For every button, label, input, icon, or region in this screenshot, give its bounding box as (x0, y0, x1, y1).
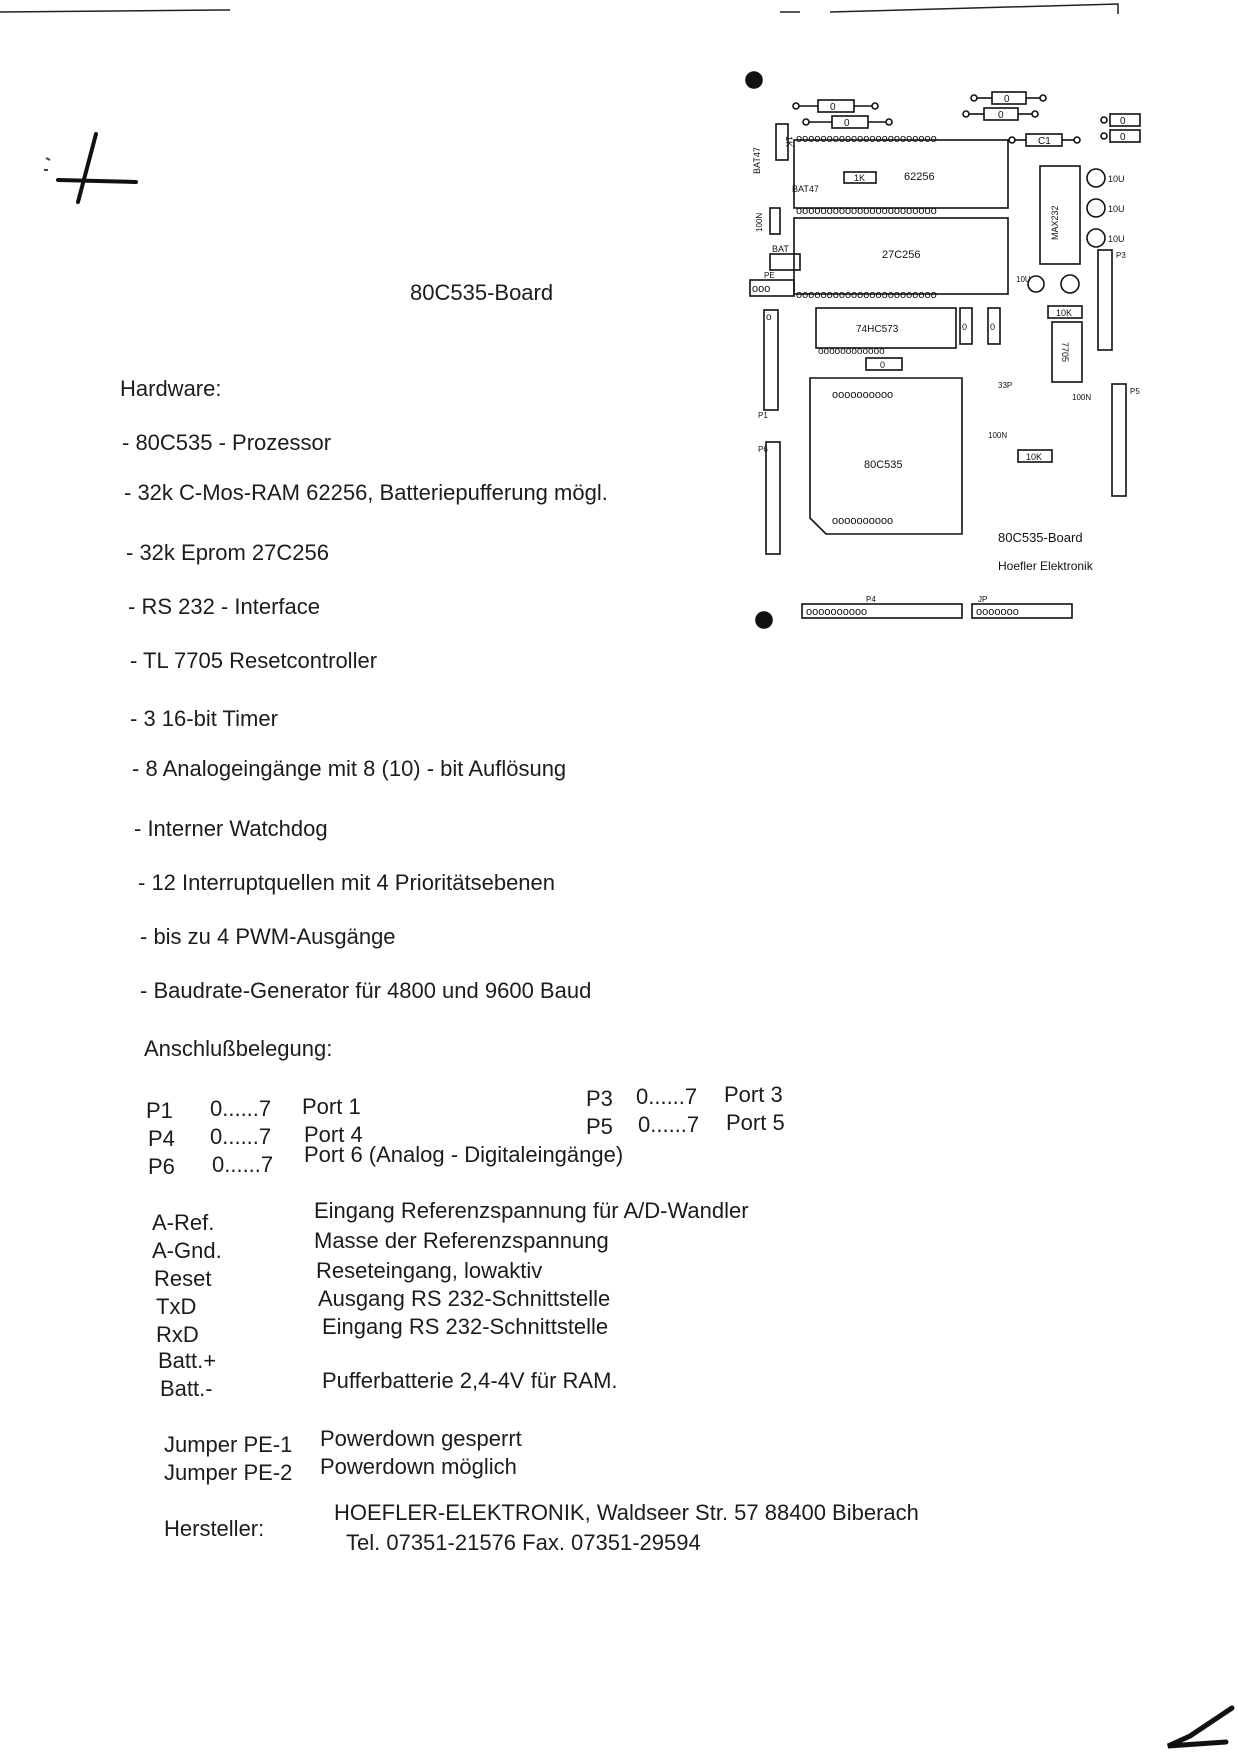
resistor-label: 0 (880, 360, 886, 370)
scribble-mark (1160, 1700, 1238, 1754)
resistor-r-top-4 (963, 108, 1038, 121)
pin-dots: o (766, 312, 772, 323)
resistor-r-top-3 (971, 92, 1046, 105)
resistor-below-573 (866, 358, 902, 370)
capacitor-label: 100N (755, 212, 764, 232)
signal-desc: Eingang RS 232-Schnittstelle (322, 1314, 609, 1339)
connector-label: P1 (758, 411, 768, 420)
pin-dots: ooooooooooooooooooooooo (796, 133, 937, 145)
resistor-r-top (793, 100, 878, 113)
port-name: P3 (586, 1086, 613, 1111)
hardware-item: - 8 Analogeingänge mit 8 (10) - bit Auflösung (132, 756, 567, 781)
capacitor-label: 10U (1108, 174, 1125, 184)
pin-dots: ooo (752, 283, 771, 295)
capacitor-label: C1 (1038, 136, 1051, 147)
pin-row (796, 133, 937, 145)
diode-label: BAT47 (752, 147, 762, 174)
port-name: P1 (146, 1098, 173, 1123)
cap-100n-bottom (988, 431, 1007, 440)
cap-100n-left (755, 208, 780, 234)
chip-27C256 (794, 218, 1008, 301)
signal-name: TxD (156, 1294, 197, 1319)
cap-33p (998, 381, 1012, 390)
jumper-desc: Powerdown gesperrt (320, 1426, 522, 1451)
capacitor-label: 10U (1108, 204, 1125, 214)
resistor-10k-2 (1018, 450, 1052, 462)
resistor-label: 0 (844, 118, 850, 129)
resistor-right-2 (1101, 130, 1140, 143)
capacitor-label: 10U (1016, 275, 1031, 284)
hardware-item: - RS 232 - Interface (128, 594, 320, 619)
hardware-item: - 80C535 - Prozessor (122, 430, 332, 455)
connector-p3 (1098, 250, 1126, 350)
resistor-label: 0 (830, 102, 836, 113)
pin-dots: oooooooooo (832, 389, 894, 401)
chip-label: 80C535 (864, 459, 903, 471)
connector-label: P4 (866, 595, 876, 604)
signal-name: RxD (156, 1322, 199, 1347)
capacitor-label: 100N (1072, 393, 1092, 402)
capacitor-c (1009, 134, 1080, 147)
connector-pe (750, 271, 794, 296)
page-title: 80C535-Board (410, 280, 554, 305)
port-range: 0......7 (210, 1124, 272, 1149)
resistor-label: 0 (1120, 132, 1126, 143)
jumper-name: Jumper PE-1 (164, 1432, 293, 1457)
port-name: P4 (148, 1126, 175, 1151)
port-desc: Port 5 (726, 1110, 785, 1135)
board-label: Hoefler Elektronik (998, 559, 1093, 573)
chip-label: MAX232 (1050, 205, 1060, 240)
port-name: P5 (586, 1114, 613, 1139)
connector-label: BAT (772, 244, 789, 254)
chip-80C535 (810, 378, 962, 534)
chip-62256 (794, 133, 1008, 217)
diode-label: BAT47 (792, 184, 819, 194)
pin-dots: ooooooooooooooooooooooo (796, 205, 937, 217)
resistor-10k-1 (1048, 306, 1082, 318)
resistor-right-1 (1101, 114, 1140, 127)
cap-10u-3 (1087, 229, 1125, 247)
signal-name: Batt.- (160, 1376, 213, 1401)
handwritten-cross-mark (38, 130, 158, 220)
connector-p5 (1112, 384, 1140, 496)
cap-100n-right (1072, 393, 1091, 402)
resistor-label: 10K (1026, 452, 1043, 462)
port-desc: Port 3 (724, 1082, 783, 1107)
manufacturer-label: Hersteller: (164, 1516, 265, 1541)
hardware-item: - 12 Interruptquellen mit 4 Prioritätsebenen (138, 870, 556, 895)
resistor-vert-1 (960, 308, 972, 344)
pins-heading: Anschlußbelegung: (144, 1036, 333, 1061)
resistor-label: 0 (998, 110, 1004, 121)
resistor-label: 0 (1120, 116, 1126, 127)
pin-dots: oooooooooooo (818, 346, 885, 357)
connector-bat (770, 244, 800, 270)
pin-dots: ooooooo (976, 606, 1019, 618)
hardware-item: - Interner Watchdog (134, 816, 328, 841)
cap-10u-4 (1016, 275, 1079, 293)
signal-desc: Ausgang RS 232-Schnittstelle (318, 1286, 611, 1311)
manufacturer-address: HOEFLER-ELEKTRONIK, Waldseer Str. 57 88400 Biberach (334, 1500, 919, 1525)
port-desc: Port 1 (302, 1094, 361, 1119)
chip-label: 74HC573 (856, 324, 899, 335)
port-range: 0......7 (210, 1096, 272, 1121)
pin-dots: oooooooooo (806, 606, 868, 618)
connector-p1 (758, 310, 778, 420)
jumper-desc: Powerdown möglich (320, 1454, 517, 1479)
hardware-item: - 3 16-bit Timer (130, 706, 278, 731)
hardware-heading: Hardware: (120, 376, 222, 401)
chip-74HC573 (816, 308, 956, 357)
port-range: 0......7 (638, 1112, 700, 1137)
scan-border (0, 0, 1238, 14)
capacitor-label: 10U (1108, 234, 1125, 244)
connector-label: PE (764, 271, 775, 280)
port-range: 0......7 (212, 1152, 274, 1177)
chip-7705 (1052, 322, 1082, 382)
pin-dots: ooooooooooooooooooooooo (796, 289, 937, 301)
resistor-label: 1K (784, 136, 794, 148)
port-range: 0......7 (636, 1084, 698, 1109)
port-name: P6 (148, 1154, 175, 1179)
connector-label: P3 (1116, 251, 1126, 260)
signal-desc: Reseteingang, lowaktiv (316, 1258, 543, 1283)
hardware-item: - bis zu 4 PWM-Ausgänge (140, 924, 396, 949)
connector-label: JP (978, 595, 988, 604)
hardware-item: - 32k Eprom 27C256 (126, 540, 329, 565)
pin-dots: oooooooooo (832, 515, 894, 527)
signal-desc: Eingang Referenzspannung für A/D-Wandler (314, 1198, 749, 1223)
pin-row (796, 205, 937, 217)
mounting-hole (756, 612, 772, 628)
capacitor-label: 33P (998, 381, 1013, 390)
board-layout-diagram (736, 58, 1156, 638)
board-label: 80C535-Board (998, 530, 1083, 545)
port-desc: Port 4 (304, 1122, 363, 1147)
port-desc: Port 6 (Analog - Digitaleingänge) (304, 1142, 624, 1167)
signal-desc: Masse der Referenzspannung (314, 1228, 609, 1253)
chip-label: 7705 (1060, 342, 1070, 363)
connector-jp-bottom (972, 595, 1072, 618)
connector-label: P6 (758, 445, 768, 454)
signal-desc: Pufferbatterie 2,4-4V für RAM. (322, 1368, 618, 1393)
chip-label: 62256 (904, 171, 935, 183)
connector-p4-bottom (802, 595, 962, 618)
resistor-label: 1K (854, 173, 866, 183)
signal-name: A-Gnd. (152, 1238, 222, 1263)
resistor-r-top-2 (803, 116, 892, 129)
connector-p6 (758, 442, 780, 554)
connector-label: P5 (1130, 387, 1140, 396)
mounting-hole (746, 72, 762, 88)
cap-10u-2 (1087, 199, 1125, 217)
manufacturer-phone: Tel. 07351-21576 Fax. 07351-29594 (346, 1530, 701, 1555)
resistor-label: 0 (962, 322, 968, 332)
resistor-label: 0 (990, 322, 996, 332)
signal-name: Batt.+ (158, 1348, 217, 1373)
chip-max232 (1040, 166, 1080, 264)
capacitor-label: 100N (988, 431, 1008, 440)
chip-label: 27C256 (882, 249, 921, 261)
signal-name: A-Ref. (152, 1210, 215, 1235)
resistor-label: 0 (1004, 94, 1010, 105)
hardware-item: - 32k C-Mos-RAM 62256, Batteriepufferung mögl. (124, 480, 608, 505)
resistor-vert-2 (988, 308, 1000, 344)
hardware-item: - TL 7705 Resetcontroller (130, 648, 378, 673)
jumper-name: Jumper PE-2 (164, 1460, 293, 1485)
cap-10u-1 (1087, 169, 1125, 187)
signal-name: Reset (154, 1266, 212, 1291)
resistor-label: 10K (1056, 308, 1073, 318)
hardware-item: - Baudrate-Generator für 4800 und 9600 Baud (140, 978, 592, 1003)
